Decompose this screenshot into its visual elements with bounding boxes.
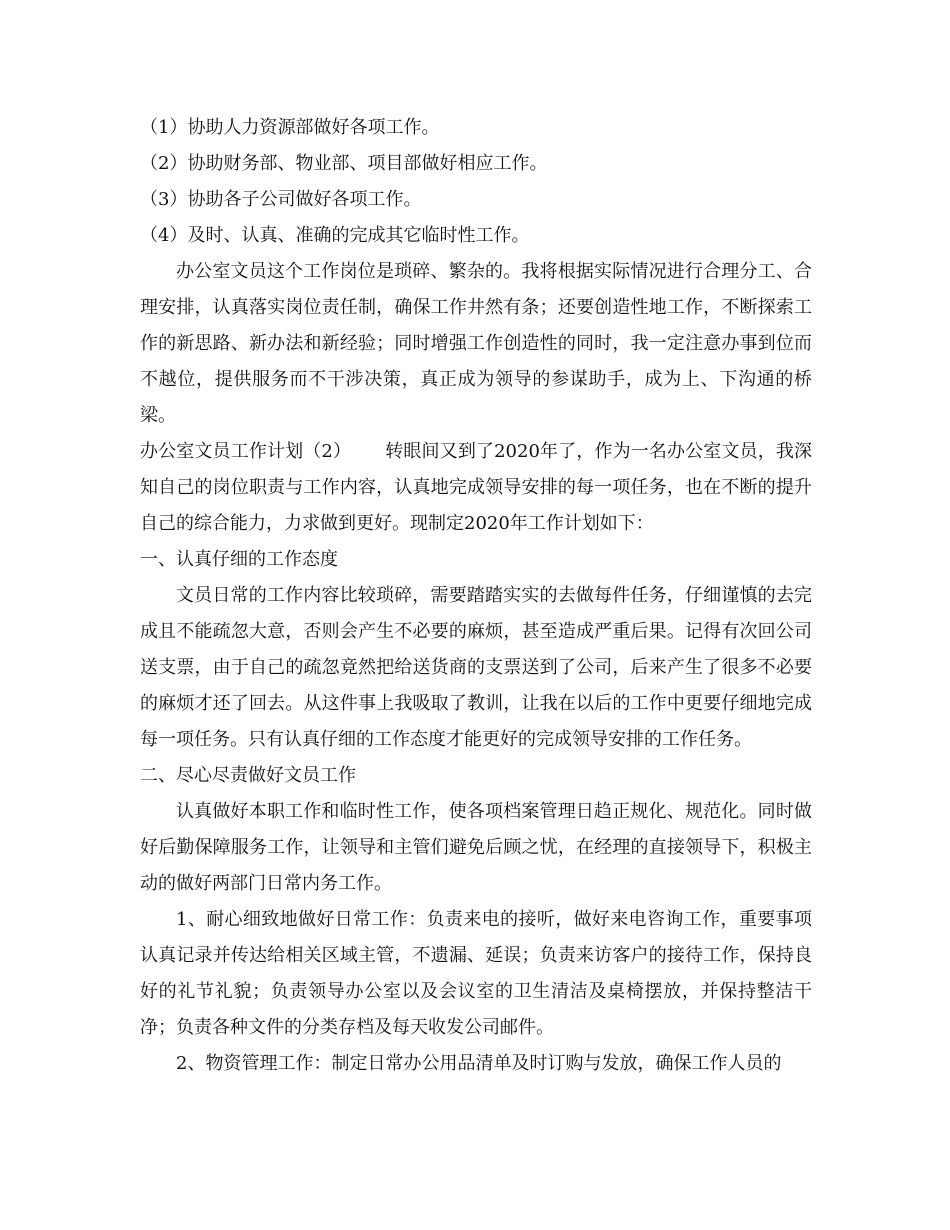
section-1-body: 文员日常的工作内容比较琐碎，需要踏踏实实的去做每件任务，仔细谨慎的去完成且不能疏忽大意，否则会产生不必要的麻烦，甚至造成严重后果。记得有次回公司送支票，由于自己的疏忽竟然把给送货商的支票送到了公司，后来产生了很多不必要的麻烦才还了回去。从这件事上我吸取了教训，让我在以后的工作中更要仔细地完成每一项任务。只有认真仔细的工作态度才能更好的完成领导安排的工作任务。 (140, 585, 812, 750)
point-1-daily-work: 1、耐心细致地做好日常工作：负责来电的接听，做好来电咨询工作，重要事项认真记录并传达给相关区域主管，不遗漏、延误；负责来访客户的接待工作，保持良好的礼节礼貌；负责领导办公室以及会议室的卫生清洁及桌椅摆放，并保持整洁干净；负责各种文件的分类存档及每天收发公司邮件。 (140, 909, 812, 1038)
section-2-heading: 二、尽心尽责做好文员工作 (140, 765, 356, 786)
section-1-heading: 一、认真仔细的工作态度 (140, 549, 338, 570)
paragraph-clerk-role: 办公室文员这个工作岗位是琐碎、繁杂的。我将根据实际情况进行合理分工、合理安排，认真落实岗位责任制，确保工作井然有条；还要创造性地工作，不断探索工作的新思路、新办法和新经验；同时增强工作创造性的同时，我一定注意办事到位而不越位，提供服务而不干涉决策，真正成为领导的参谋助手，成为上、下沟通的桥梁。 (140, 261, 812, 426)
plan2-paragraph (140, 434, 812, 542)
list-item-1: （1）协助人力资源部做好各项工作。 (140, 117, 440, 138)
document-body (140, 110, 812, 1082)
plan2-title: 办公室文员工作计划（2） (140, 441, 352, 462)
list-item-4: （4）及时、认真、准确的完成其它临时性工作。 (140, 225, 530, 246)
list-item-3: （3）协助各子公司做好各项工作。 (140, 189, 422, 210)
list-item-2: （2）协助财务部、物业部、项目部做好相应工作。 (140, 153, 548, 174)
plan2-intro: 转眼间又到了2020年了，作为一名办公室文员，我深知自己的岗位职责与工作内容，认真地完成领导安排的每一项任务，也在不断的提升自己的综合能力，力求做到更好。现制定2020年工作计划如下： (140, 441, 812, 534)
section-2-body: 认真做好本职工作和临时性工作，使各项档案管理日趋正规化、规范化。同时做好后勤保障服务工作，让领导和主管们避免后顾之忧，在经理的直接领导下，积极主动的做好两部门日常内务工作。 (140, 801, 812, 894)
point-2-supplies: 2、物资管理工作：制定日常办公用品清单及时订购与发放，确保工作人员的 (176, 1053, 782, 1074)
